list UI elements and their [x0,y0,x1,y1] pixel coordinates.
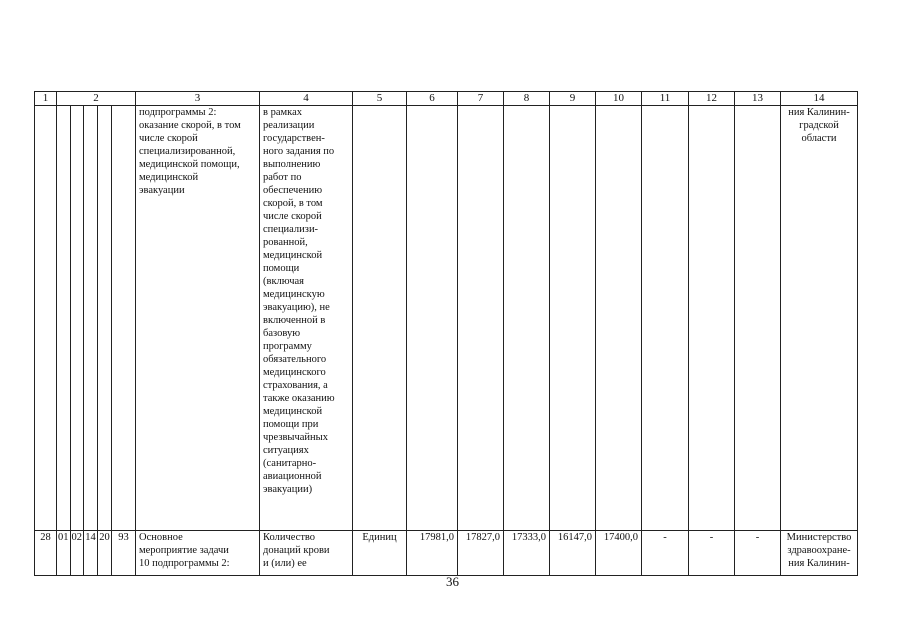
activity-name-text: подпрограммы 2: оказание скорой, в том числе скорой специализированной, медицинской помощи, медицинской эвакуации [139,107,241,196]
cell-empty [689,106,735,531]
header-cell-2: 2 [57,92,136,106]
header-cell-4: 4 [260,92,353,106]
cell-empty [98,106,112,531]
header-cell-9: 9 [550,92,596,106]
header-cell-6: 6 [407,92,458,106]
table-row-28 [35,531,858,576]
cell-empty [84,106,98,531]
cell-empty [735,106,781,531]
cell-empty [407,106,458,531]
activity-name-cell [136,106,260,531]
code-cell: 20 [98,531,112,576]
cell-empty [596,106,642,531]
indicator-name-cell [260,531,353,576]
value-cell-9: 16147,0 [550,531,596,576]
value-cell-10: 17400,0 [596,531,642,576]
value-cell-12: - [689,531,735,576]
header-cell-3: 3 [136,92,260,106]
cell-empty [458,106,504,531]
header-cell-13: 13 [735,92,781,106]
activity-name-text: Основное мероприятие задачи 10 подпрограммы 2: [139,532,230,569]
activity-name-cell [136,531,260,576]
header-cell-5: 5 [353,92,407,106]
cell-empty [35,106,57,531]
cell-empty [112,106,136,531]
header-cell-1: 1 [35,92,57,106]
unit-cell: Единиц [353,531,407,576]
row-number-cell: 28 [35,531,57,576]
indicator-name-cell [260,106,353,531]
cell-empty [70,106,84,531]
cell-empty [642,106,689,531]
indicator-name-text: в рамках реализации государствен- ного задания по выполнению работ по обеспечению скорой, в том числе скорой специализи- рованной, медицинской помощи (включая медицинскую эвакуацию), не включенной в базовую программу обязательного медицинского страхования, а также оказанию медицинской помощи при чрезвычайных ситуациях (санитарно- авиационной эвакуации) [263,107,335,495]
responsible-text: ния Калинин- градской области [788,107,850,144]
indicators-table [34,91,858,576]
responsible-cell [781,531,858,576]
header-cell-7: 7 [458,92,504,106]
table-row-continued [35,106,858,531]
code-cell: 14 [84,531,98,576]
value-cell-13: - [735,531,781,576]
header-cell-10: 10 [596,92,642,106]
value-cell-11: - [642,531,689,576]
value-cell-6: 17981,0 [407,531,458,576]
cell-empty [504,106,550,531]
code-cell: 01 [57,531,71,576]
header-cell-14: 14 [781,92,858,106]
header-cell-8: 8 [504,92,550,106]
code-cell: 93 [112,531,136,576]
header-cell-11: 11 [642,92,689,106]
responsible-cell [781,106,858,531]
cell-empty [57,106,71,531]
cell-empty [353,106,407,531]
responsible-text: Министерство здравоохране- ния Калинин- [786,532,852,569]
value-cell-8: 17333,0 [504,531,550,576]
cell-empty [550,106,596,531]
indicator-name-text: Количество донаций крови и (или) ее [263,532,330,569]
code-cell: 02 [70,531,84,576]
page-number: 36 [446,574,459,589]
header-row [35,92,858,106]
header-cell-12: 12 [689,92,735,106]
value-cell-7: 17827,0 [458,531,504,576]
